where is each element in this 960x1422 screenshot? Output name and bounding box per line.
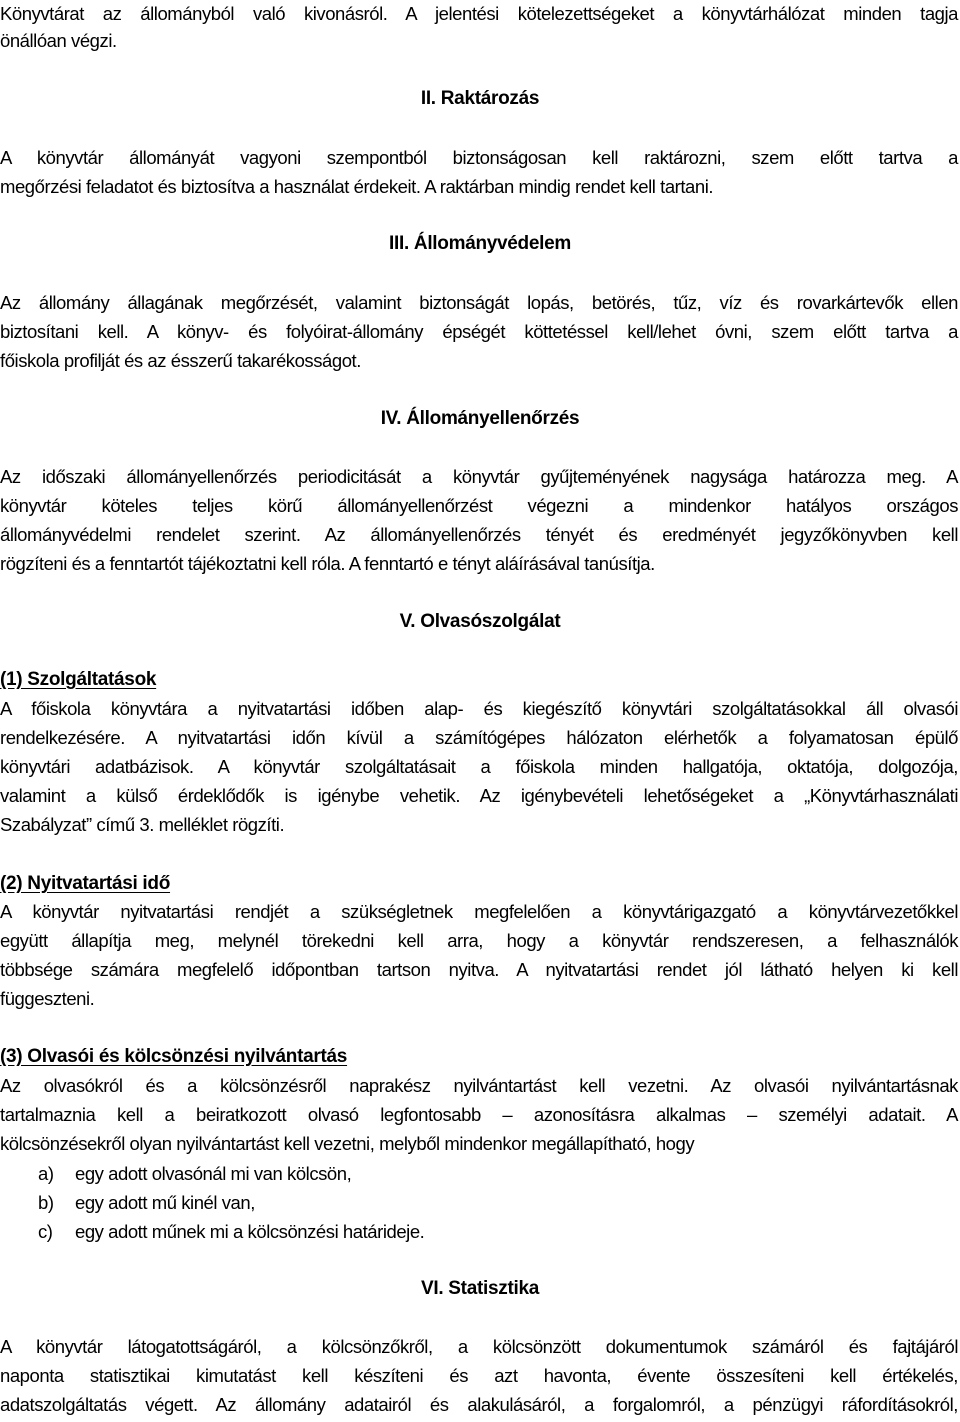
paragraph-line: Az időszaki állományellenőrzés periodicitását a könyvtár gyűjteményének nagysága határozza meg. A <box>0 466 958 487</box>
paragraph-line: könyvtári adatbázisok. A könyvtár szolgáltatásait a főiskola minden hallgatója, oktatója, dolgozója, <box>0 756 958 777</box>
paragraph-line: A főiskola könyvtára a nyitvatartási időben alap- és kiegészítő könyvtári szolgáltatásokkal áll olvasói <box>0 698 958 719</box>
paragraph-line: A könyvtár látogatottságáról, a kölcsönzőkről, a kölcsönzött dokumentumok számáról és fajtájáról <box>0 1336 958 1357</box>
section-heading-olvasoszolgalat: V. Olvasószolgálat <box>399 611 561 632</box>
paragraph-line: együtt állapítja meg, melynél törekedni kell arra, hogy a könyvtár rendszeresen, a felhasználók <box>0 930 958 951</box>
paragraph-line: Az állomány állagának megőrzését, valamint biztonságát lopás, betörés, tűz, víz és rovarkártevők ellen <box>0 292 958 313</box>
paragraph-line: Az olvasókról és a kölcsönzésről naprakész nyilvántartást kell vezetni. Az olvasói nyilvántartásnak <box>0 1075 958 1096</box>
paragraph-line: többsége számára megfelelő időpontban tartson nyitva. A nyitvatartási rendet jól látható helyen ki kell <box>0 959 958 980</box>
list-item-text: egy adott olvasónál mi van kölcsön, <box>75 1163 352 1184</box>
paragraph-line: Könyvtárat az állományból való kivonásról. A jelentési kötelezettségeket a könyvtárhálózat minden tagja <box>0 3 958 24</box>
list-marker: b) <box>38 1192 54 1213</box>
paragraph-line: adatszolgáltatás végett. Az állomány adatairól és alakulásáról, a forgalomról, a pénzügyi ráfordításokról, <box>0 1394 958 1415</box>
paragraph-line: könyvtár köteles teljes körű állományellenőrzést végezni a mindenkor hatályos országos <box>0 495 958 516</box>
paragraph-line: valamint a külső érdeklődők is igénybe vehetik. Az igénybevételi lehetőségeket a „Könyvtárhasználati <box>0 785 958 806</box>
subheading-nyitvatartasi-ido: (2) Nyitvatartási idő <box>0 873 171 894</box>
subheading-olvasoi-nyilvantartas: (3) Olvasói és kölcsönzési nyilvántartás <box>0 1046 348 1067</box>
paragraph-line: rögzíteni és a fenntartót tájékoztatni kell róla. A fenntartó e tényt aláírásával tanúsítja. <box>0 553 655 574</box>
list-marker: c) <box>38 1221 53 1242</box>
paragraph-line: A könyvtár állományát vagyoni szempontból biztonságosan kell raktározni, szem előtt tartva a <box>0 147 958 168</box>
section-heading-allomanyellenorzes: IV. Állományellenőrzés <box>380 408 580 429</box>
list-item-text: egy adott műnek mi a kölcsönzési határideje. <box>75 1221 425 1242</box>
paragraph-line: Szabályzat” című 3. melléklet rögzíti. <box>0 814 285 835</box>
list-item-text: egy adott mű kinél van, <box>75 1192 255 1213</box>
paragraph-line: biztosítani kell. A könyv- és folyóirat-állomány épségét köttetéssel kell/lehet óvni, szem előtt tartva a <box>0 321 958 342</box>
paragraph-line: A könyvtár nyitvatartási rendjét a szükségletnek megfelelően a könyvtárigazgató a könyvtárvezetőkkel <box>0 901 958 922</box>
paragraph-line: rendelkezésére. A nyitvatartási időn kívül a számítógépes hálózaton elérhetők a folyamatosan épülő <box>0 727 958 748</box>
paragraph-line: tartalmaznia kell a beiratkozott olvasó legfontosabb – azonosításra alkalmas – személyi adatait. A <box>0 1104 958 1125</box>
paragraph-line: főiskola profilját és az ésszerű takarékosságot. <box>0 350 361 371</box>
paragraph-line: önállóan végzi. <box>0 30 117 51</box>
list-marker: a) <box>38 1163 54 1184</box>
subheading-szolgaltatasok: (1) Szolgáltatások <box>0 669 157 690</box>
paragraph-line: megőrzési feladatot és biztosítva a használat érdekeit. A raktárban mindig rendet kell tartani. <box>0 176 714 197</box>
paragraph-line: naponta statisztikai kimutatást kell készíteni és azt havonta, évente összesíteni kell értékelés, <box>0 1365 958 1386</box>
paragraph-line: függeszteni. <box>0 988 95 1009</box>
paragraph-line: állományvédelmi rendelet szerint. Az állományellenőrzés tényét és eredményét jegyzőkönyvben kell <box>0 524 958 545</box>
paragraph-line: kölcsönzésekről olyan nyilvántartást kell vezetni, melyből mindenkor megállapítható, hogy <box>0 1133 695 1154</box>
section-heading-statisztika: VI. Statisztika <box>421 1278 539 1299</box>
section-heading-allomanyvedelem: III. Állományvédelem <box>389 233 571 254</box>
section-heading-raktarozas: II. Raktározás <box>420 88 540 109</box>
